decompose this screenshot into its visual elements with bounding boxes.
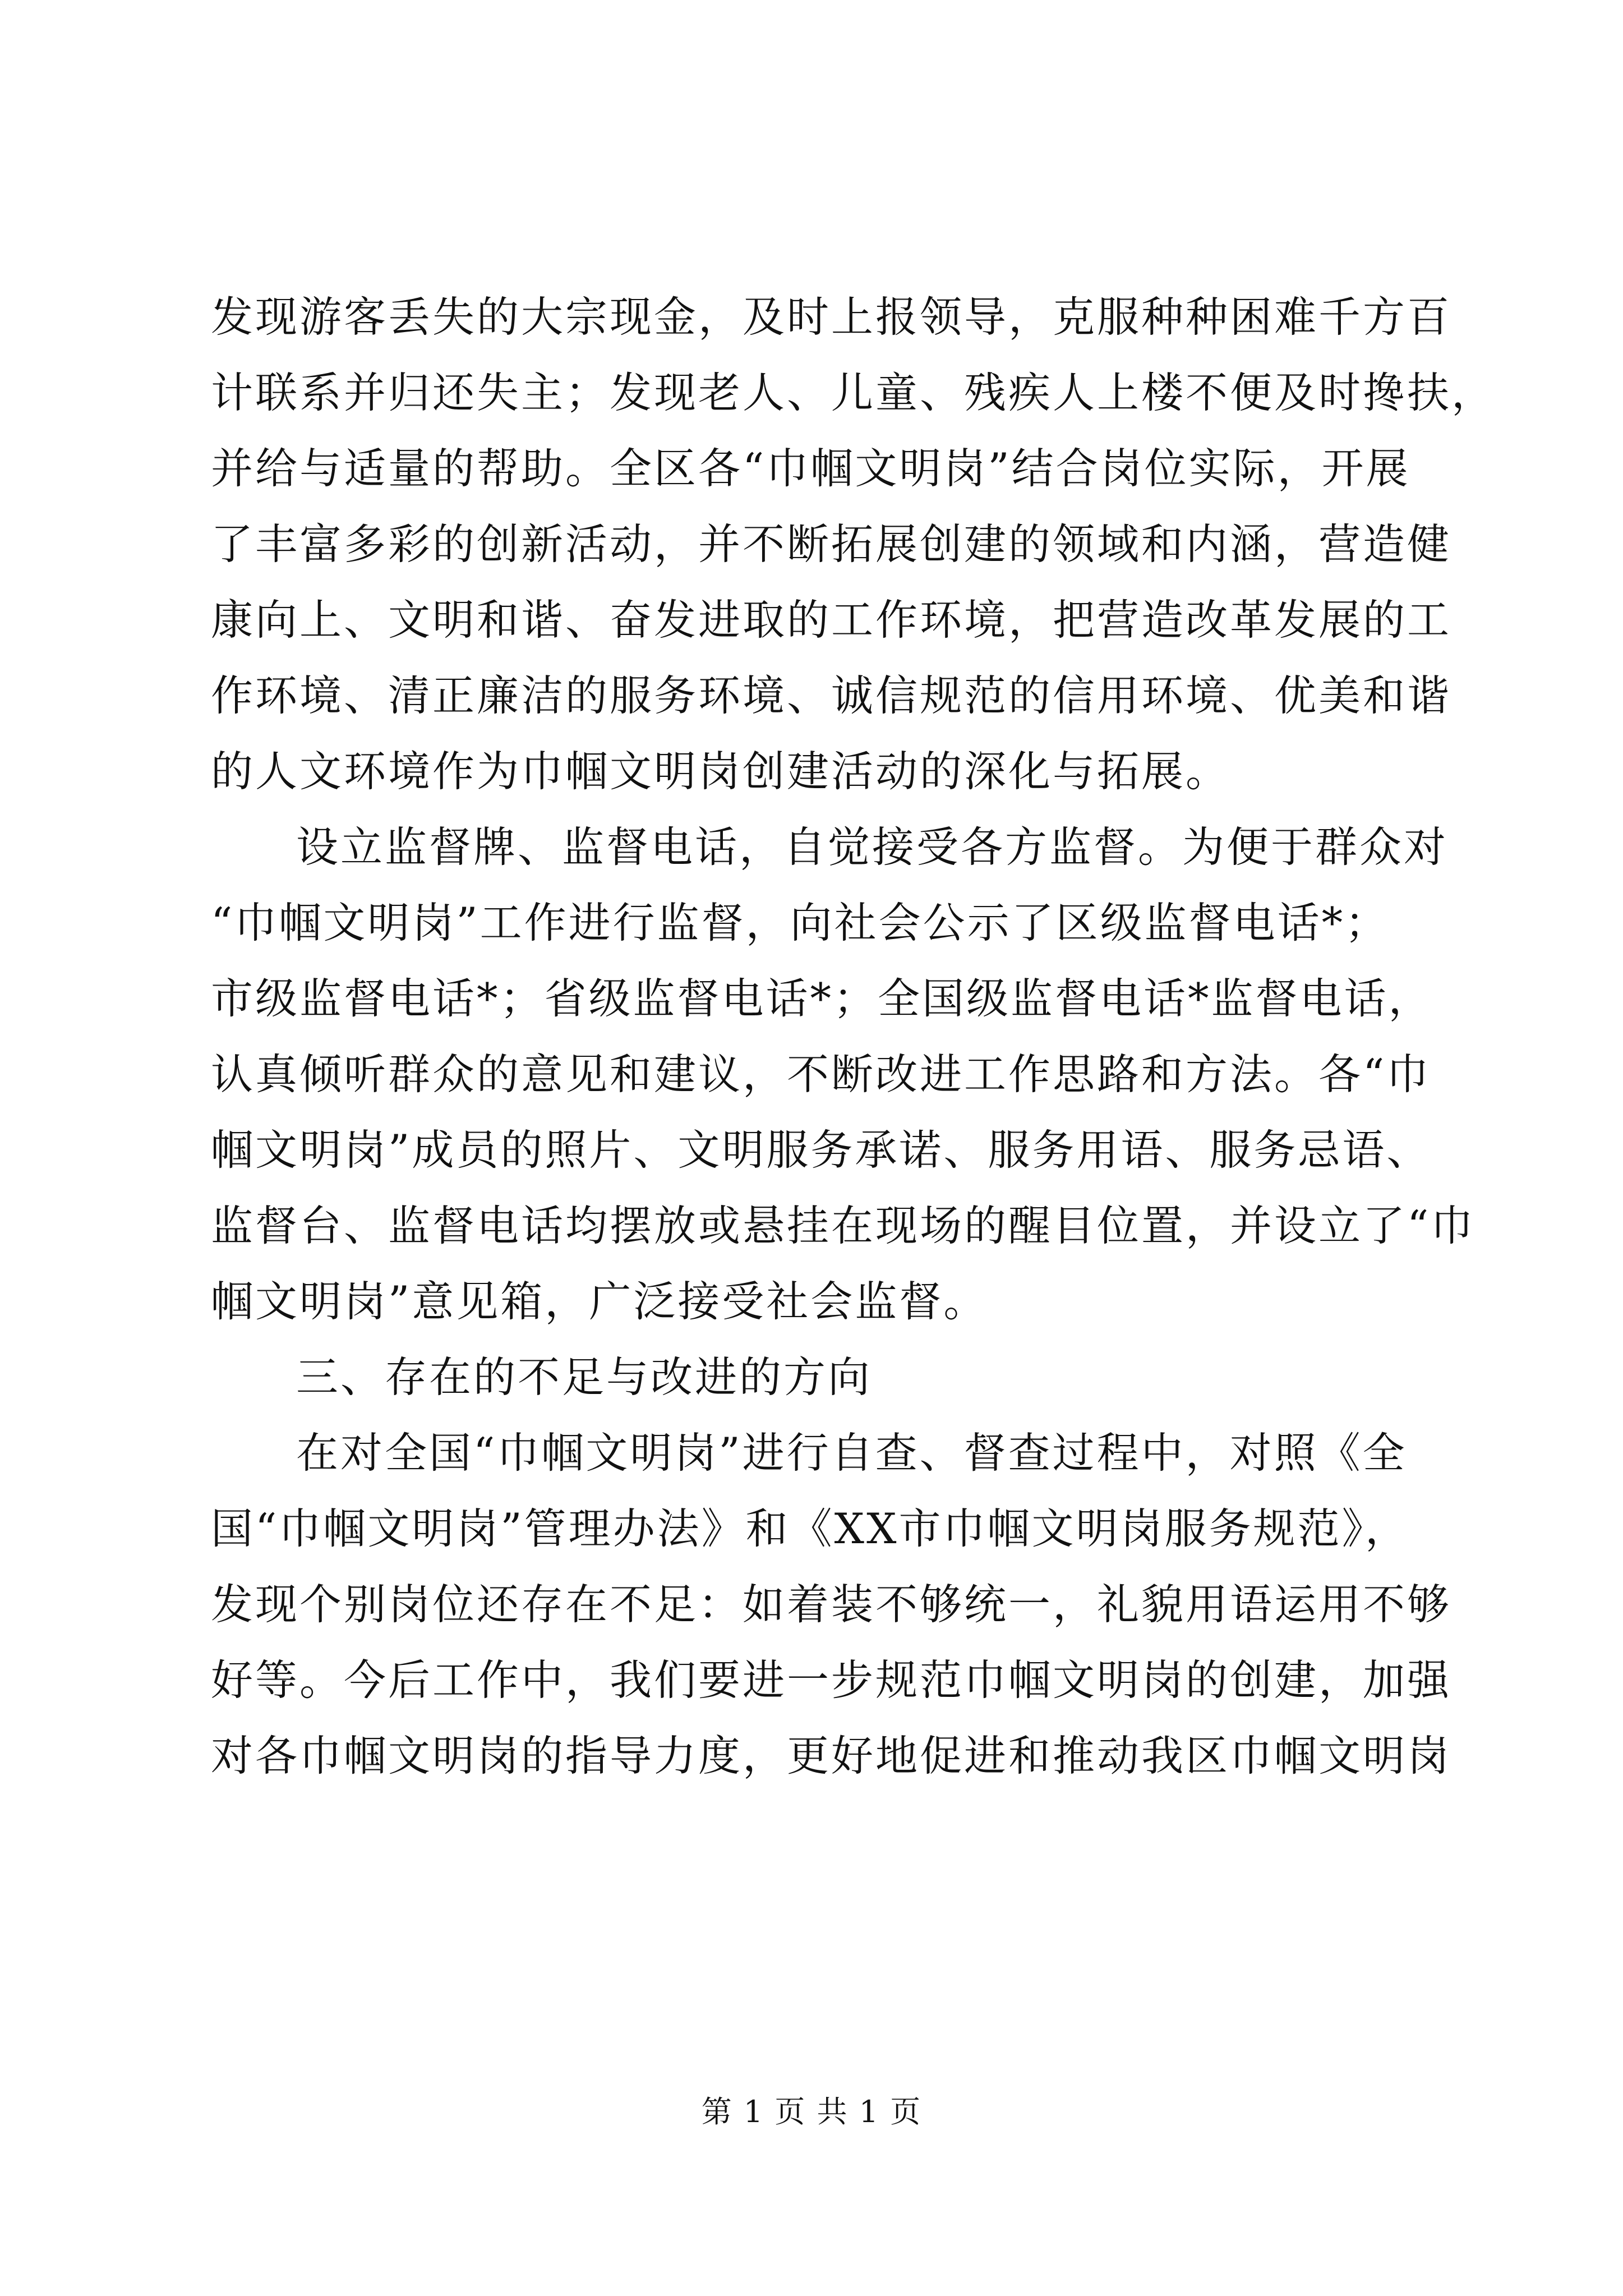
body-text-line-1: 发现游客丢失的大宗现金，及时上报领导，克服种种困难千方百 (211, 292, 1452, 342)
body-text-line-5: 康向上、文明和谐、奋发进取的工作环境，把营造改革发展的工 (211, 595, 1452, 645)
body-text-line-20: 对各巾帼文明岗的指导力度，更好地促进和推动我区巾帼文明岗 (211, 1731, 1452, 1780)
body-text-line-12: 帼文明岗”成员的照片、文明服务承诺、服务用语、服务忌语、 (211, 1125, 1431, 1175)
paragraph-start-deficiencies: 在对全国“巾帼文明岗”进行自查、督查过程中，对照《全 (296, 1428, 1407, 1478)
body-text-line-13: 监督台、监督电话均摆放或悬挂在现场的醒目位置，并设立了“巾 (211, 1201, 1476, 1250)
body-text-line-17: 国“巾帼文明岗”管理办法》和《XX市巾帼文明岗服务规范》， (211, 1504, 1409, 1553)
paragraph-start-supervision: 设立监督牌、监督电话，自觉接受各方监督。为便于群众对 (296, 822, 1449, 872)
body-text-line-6: 作环境、清正廉洁的服务环境、诚信规范的信用环境、优美和谐 (211, 671, 1452, 720)
page-footer: 第 1 页 共 1 页 (701, 2094, 922, 2129)
body-text-line-2: 计联系并归还失主；发现老人、儿童、残疾人上楼不便及时搀扶， (211, 368, 1496, 417)
body-text-line-9: “巾帼文明岗”工作进行监督，向社会公示了区级监督电话*； (211, 898, 1390, 947)
body-text-line-11: 认真倾听群众的意见和建议，不断改进工作思路和方法。各“巾 (211, 1050, 1431, 1099)
body-text-line-18: 发现个别岗位还存在不足：如着装不够统一，礼貌用语运用不够 (211, 1580, 1452, 1629)
body-text-line-7: 的人文环境作为巾帼文明岗创建活动的深化与拓展。 (211, 747, 1230, 796)
section-heading: 三、存在的不足与改进的方向 (296, 1352, 873, 1402)
body-text-line-4: 了丰富多彩的创新活动，并不断拓展创建的领域和内涵，营造健 (211, 519, 1452, 569)
body-text-line-3: 并给与适量的帮助。全区各“巾帼文明岗”结合岗位实际，开展 (211, 444, 1410, 493)
body-text-line-14: 帼文明岗”意见箱，广泛接受社会监督。 (211, 1277, 988, 1326)
body-text-line-10: 市级监督电话*；省级监督电话*；全国级监督电话*监督电话， (211, 974, 1433, 1023)
body-text-line-19: 好等。今后工作中，我们要进一步规范巾帼文明岗的创建，加强 (211, 1655, 1452, 1705)
